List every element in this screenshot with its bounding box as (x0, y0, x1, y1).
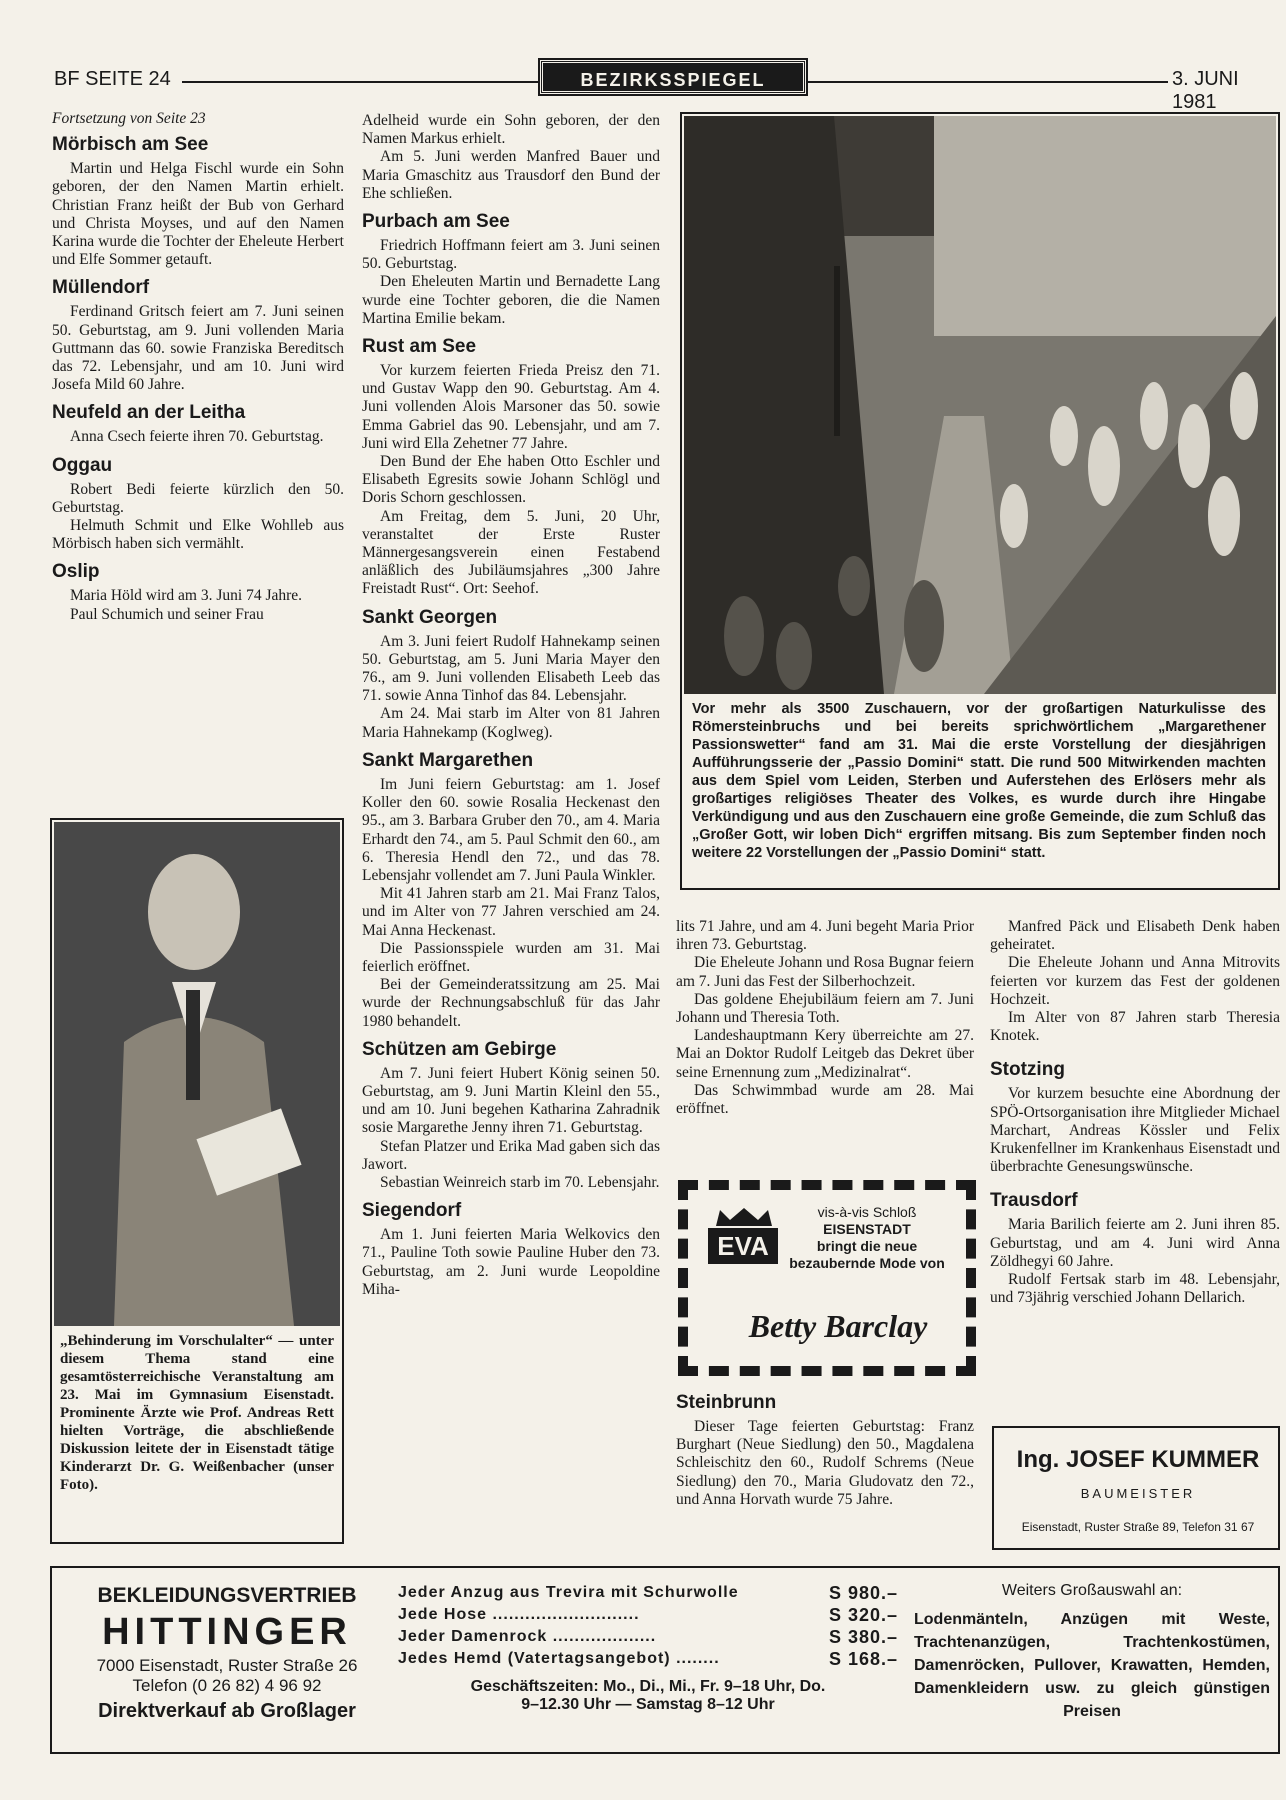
section-heading: Purbach am See (362, 211, 510, 233)
paragraph: Paul Schumich und seiner Frau (70, 605, 264, 623)
page-number: BF SEITE 24 (54, 68, 171, 90)
paragraph: Adelheid wurde ein Sohn geboren, der den Namen Markus erhielt. (362, 112, 660, 148)
column-1 (52, 110, 344, 624)
paragraph: Rudolf Fertsak starb im 48. Lebensjahr, und 73jährig verschied Johann Dellarich. (990, 1271, 1280, 1307)
eva-logo: EVA (708, 1228, 778, 1264)
column-4 (990, 918, 1280, 1307)
paragraph: Den Eheleuten Martin und Bernadette Lang wurde eine Tochter geboren, die die Namen Martina Emilie bekam. (362, 273, 660, 327)
eva-line4: bezaubernde Mode von (789, 1255, 945, 1271)
section-heading: Oslip (52, 561, 100, 583)
passion-caption: Vor mehr als 3500 Zuschauern, vor der großartigen Naturkulisse des Römersteinbruchs und bei bereits sprichwörtlichem „Margarethener Passionswetter“ fand am 31. Mai die erste Vorstellung der diesjährigen Aufführungsserie der „Passio Domini“ statt. Die rund 500 Mitwirkenden machten aus dem Spiel vom Leiden, Sterben und Auferstehen des Erlösers mehr als großartiges religiöses Theater des Volkes, es wurde durch ihre Hingabe Verkündigung und aus den Zuschauern eine große Gemeinde, die zum Schluß das „Großer Gott, wir loben Dich“ ergriffen mitsang. Bis zum September finden noch weitere 22 Vorstellungen der „Passio Domini“ statt. (692, 701, 1266, 861)
hittinger-ad (50, 1566, 1280, 1754)
hittinger-company: BEKLEIDUNGSVERTRIEB (97, 1584, 357, 1607)
paragraph: Vor kurzem besuchte eine Abordnung der SPÖ-Ortsorganisation ihre Mitglieder Michael Marchart, Andreas Kössler und Felix Krukenfellner im Krankenhaus Eisenstadt und überbrachte Genesungswünsche. (990, 1085, 1280, 1176)
hittinger-prices (398, 1582, 898, 1714)
section-heading: Trausdorf (990, 1190, 1078, 1212)
paragraph: Mit 41 Jahren starb am 21. Mai Franz Talos, und im Alter von 77 Jahren verschied am 24. Mai Anna Heckenast. (362, 885, 660, 939)
price-row (398, 1626, 898, 1648)
paragraph: Am Freitag, dem 5. Juni, 20 Uhr, veranstaltet der Erste Ruster Männergesangsverein einen Festabend anläßlich des Jubiläumsjahres „300 Jahre Freistadt Rust“. Ort: Seehof. (362, 507, 660, 598)
eva-text (768, 1204, 966, 1272)
column-3-bottom (676, 1392, 974, 1509)
eva-line3: bringt die neue (816, 1238, 918, 1254)
price-value: S 320.– (828, 1605, 898, 1625)
price-row (398, 1582, 898, 1604)
section-heading: Müllendorf (52, 277, 150, 299)
paragraph: Vor kurzem feierten Frieda Preisz den 71. und Gustav Wapp den 90. Geburtstag. Am 4. Juni vollenden Alois Marsoner das 50. sowie Emma Gabriel das 90. Lebensjahr, und am 7. Juni wird Ella Zehetner 77 Jahre. (362, 362, 660, 452)
paragraph: Die Eheleute Johann und Anna Mitrovits feierten vor kurzem das Fest der goldenen Hochzeit. (990, 954, 1280, 1008)
paragraph: Die Eheleute Johann und Rosa Bugnar feiern am 7. Juni das Fest der Silberhochzeit. (676, 954, 974, 990)
section-title: BEZIRKSSPIEGEL (540, 60, 806, 94)
portrait-box (50, 818, 344, 1544)
section-heading: Mörbisch am See (52, 134, 209, 156)
paragraph: Robert Bedi feierte kürzlich den 50. Geburtstag. (52, 480, 344, 516)
paragraph: Am 5. Juni werden Manfred Bauer und Maria Gmaschitz aus Trausdorf den Bund der Ehe schließen. (362, 148, 660, 202)
price-value: S 380.– (828, 1627, 898, 1647)
paragraph: Bei der Gemeinderatssitzung am 25. Mai wurde der Rechnungsabschluß für das Jahr 1980 behandelt. (362, 976, 660, 1030)
section-heading: Neufeld an der Leitha (52, 402, 246, 424)
paragraph: Am 24. Mai starb im Alter von 81 Jahren Maria Hahnekamp (Koglweg). (362, 705, 660, 741)
price-label: Jeder Damenrock ................... (398, 1628, 657, 1645)
paragraph: Am 1. Juni feierten Maria Welkovics den 71., Pauline Toth sowie Pauline Huber den 73. Geburtstag, am 2. Juni wurde Leopoldine Miha- (362, 1226, 660, 1298)
hittinger-extra (914, 1582, 1270, 1723)
column-3 (676, 918, 974, 1118)
portrait-photo (54, 822, 340, 1326)
kummer-ad (992, 1426, 1280, 1550)
paragraph: Maria Barilich feierte am 2. Juni ihren 85. Geburtstag, und am 4. Juni wird Anna Zöldhegyi 60 Jahre. (990, 1216, 1280, 1270)
price-label: Jede Hose ........................... (398, 1606, 640, 1623)
paragraph: Stefan Platzer und Erika Mad gaben sich das Jawort. (362, 1137, 660, 1173)
section-heading: Siegendorf (362, 1200, 462, 1222)
paragraph: Ferdinand Gritsch feiert am 7. Juni seinen 50. Geburtstag, am 9. Juni vollenden Maria Guttmann das 60. sowie Franziska Bereditsch das 72. Lebensjahr, und am 10. Juni wird Josefa Mild 60 Jahre. (52, 303, 344, 394)
paragraph: Anna Csech feierte ihren 70. Geburtstag. (70, 428, 324, 446)
paragraph: Dieser Tage feierten Geburtstag: Franz Burghart (Neue Siedlung) den 50., Magdalena Schleischitz den 60., Rudolf Schrems (Neue Siedlung) den 70., Maria Gludovatz den 72., und Anna Horvath wurde 75 Jahre. (676, 1418, 974, 1508)
paragraph: Im Alter von 87 Jahren starb Theresia Knotek. (990, 1009, 1280, 1045)
kummer-address: Eisenstadt, Ruster Straße 89, Telefon 31 67 (1021, 1520, 1255, 1534)
paragraph: Den Bund der Ehe haben Otto Eschler und Elisabeth Egresits sowie Johann Schlögl und Doris Schorn geschlossen. (362, 453, 660, 507)
section-heading: Sankt Margarethen (362, 749, 534, 771)
paragraph: lits 71 Jahre, und am 4. Juni begeht Maria Prior ihren 73. Geburtstag. (676, 918, 974, 954)
price-value: S 980.– (828, 1583, 898, 1603)
paragraph: Maria Höld wird am 3. Juni 74 Jahre. (70, 587, 303, 605)
section-heading: Steinbrunn (676, 1392, 777, 1413)
price-row (398, 1648, 898, 1670)
section-heading: Rust am See (362, 336, 477, 358)
paragraph: Friedrich Hoffmann feiert am 3. Juni seinen 50. Geburtstag. (362, 237, 660, 273)
kummer-title: BAUMEISTER (1080, 1486, 1196, 1501)
section-heading: Schützen am Gebirge (362, 1038, 557, 1060)
issue-date: 3. JUNI 1981 (1172, 68, 1239, 113)
man-speaking-image (54, 822, 340, 1326)
column-2 (362, 112, 660, 1299)
hittinger-phone: Telefon (0 26 82) 4 96 92 (132, 1676, 322, 1695)
paragraph: Im Juni feiern Geburtstag: am 1. Josef Koller den 60. sowie Rosalia Heckenast den 95., am 3. Barbara Gruber den 70., am 4. Maria Erhardt den 74., am 5. Paul Schmit den 60., am 6. Theresia Hendl den 72., und das 78. Lebensjahr vollendet am 7. Juni Paula Winkler. (362, 775, 660, 884)
section-heading: Stotzing (990, 1059, 1065, 1081)
header-rule-left (182, 81, 540, 83)
paragraph: Am 7. Juni feiert Hubert König seinen 50. Geburtstag, am 9. Juni Martin Kleinl den 55., und am 10. Juni begehen Katharina Zahradnik sosie Margarethe Jenny ihren 71. Geburtstag. (362, 1064, 660, 1137)
paragraph: Landeshauptmann Kery überreichte am 27. Mai an Doktor Rudolf Leitgeb das Dekret über seine Ernennung zum „Medizinalrat“. (676, 1027, 974, 1081)
hittinger-hours-1: Geschäftszeiten: Mo., Di., Mi., Fr. 9–18 Uhr, Do. (470, 1678, 826, 1695)
paragraph: Am 3. Juni feiert Rudolf Hahnekamp seinen 50. Geburtstag, am 5. Juni Maria Mayer den 76., am 9. Juni vollenden Elisabeth Leeb das 71. sowie Anna Tinhof das 84. Lebensjahr. (362, 632, 660, 705)
header-rule-right (806, 81, 1168, 83)
passion-photo (684, 116, 1276, 694)
hittinger-slogan: Direktverkauf ab Großlager (98, 1700, 356, 1722)
hittinger-hours-2: 9–12.30 Uhr — Samstag 8–12 Uhr (521, 1696, 775, 1713)
hittinger-extra-text: Lodenmänteln, Anzügen mit Weste, Trachtenanzügen, Trachtenkostümen, Damenröcken, Pullover, Krawatten, Hemden, Damenkleidern usw. zu gleich günstigen Preisen (914, 1611, 1270, 1720)
eva-crown-icon (714, 1206, 774, 1226)
portrait-caption: „Behinderung im Vorschulalter“ — unter diesem Thema stand eine gesamtösterreichische Veranstaltung am 23. Mai im Gymnasium Eisenstadt. Prominente Ärzte wie Prof. Andreas Rett hielten Vorträge, die abschließende Diskussion leitete der in Eisenstadt tätige Kinderarzt Dr. G. Weißenbacher (unser Foto). (60, 1333, 334, 1493)
continuation-note: Fortsetzung von Seite 23 (52, 110, 206, 127)
eva-line2: EISENSTADT (823, 1221, 911, 1237)
paragraph: Manfred Päck und Elisabeth Denk haben geheiratet. (990, 918, 1280, 954)
betty-barclay-logo: Betty Barclay (748, 1308, 928, 1344)
paragraph: Helmuth Schmit und Elke Wohlleb aus Mörbisch haben sich vermählt. (52, 517, 344, 553)
paragraph: Sebastian Weinreich starb im 70. Lebensjahr. (380, 1173, 660, 1191)
paragraph: Die Passionsspiele wurden am 31. Mai feierlich eröffnet. (362, 939, 660, 975)
eva-line1: vis-à-vis Schloß (817, 1204, 917, 1220)
passion-play-image (684, 116, 1276, 694)
kummer-name: Ing. JOSEF KUMMER (1016, 1446, 1260, 1473)
paragraph: Das goldene Ehejubiläum feiern am 7. Juni Johann und Theresia Toth. (676, 990, 974, 1027)
paragraph: Das Schwimmbad wurde am 28. Mai eröffnet. (676, 1081, 974, 1118)
hittinger-extra-title: Weiters Großauswahl an: (1001, 1582, 1183, 1599)
paragraph: Martin und Helga Fischl wurde ein Sohn geboren, der den Namen Martin erhielt. Christian Franz heißt der Bub von Gerhard und Christa Moyses, und auf den Namen Karina wurde die Tochter der Eheleute Herbert und Elfe Sommer getauft. (52, 160, 344, 269)
price-value: S 168.– (828, 1649, 898, 1669)
eva-ad (678, 1180, 976, 1376)
price-label: Jeder Anzug aus Trevira mit Schurwolle (398, 1584, 739, 1601)
price-row (398, 1604, 898, 1626)
hittinger-left (62, 1584, 392, 1723)
hittinger-address: 7000 Eisenstadt, Ruster Straße 26 (96, 1656, 358, 1675)
hittinger-name: HITTINGER (102, 1611, 352, 1653)
section-heading: Sankt Georgen (362, 606, 498, 628)
section-heading: Oggau (52, 454, 113, 476)
price-label: Jedes Hemd (Vatertagsangebot) ........ (398, 1650, 720, 1667)
passion-photo-box (680, 112, 1280, 890)
